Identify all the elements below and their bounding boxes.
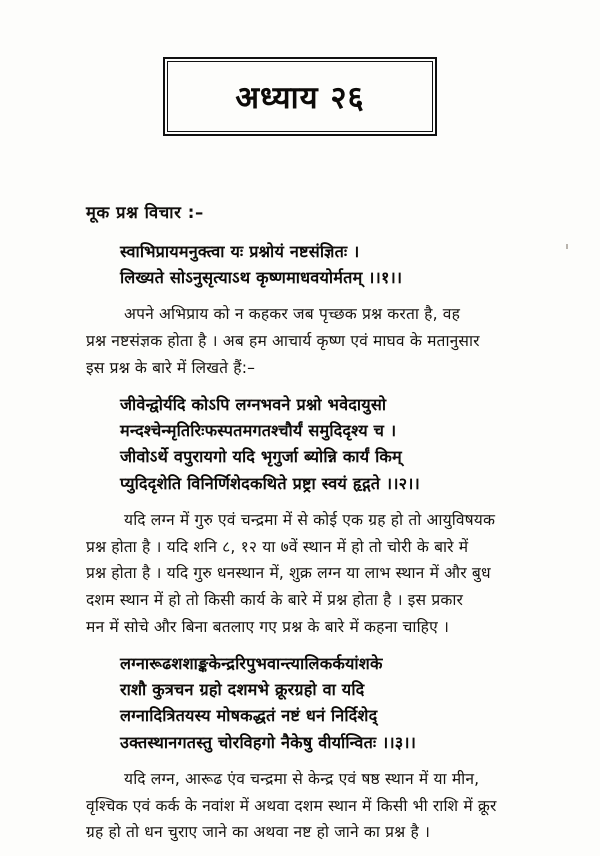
paragraph-line: अपने अभिप्राय को न कहकर जब पृच्छक प्रश्न करता है, वह: [124, 305, 461, 324]
scan-speck: [566, 244, 568, 249]
verse-line: प्युदिदृशेति विनिर्णिशेदकथिते प्रष्ट्रा स्वयं हृद्गते ।।२।।: [120, 473, 420, 493]
chapter-heading-box-inner: [167, 61, 433, 132]
chapter-heading-box: [163, 57, 437, 136]
verse-line: उक्तस्थानगतस्तु चोरविहगो नैकेषु वीर्यान्वितः ।।३।।: [120, 732, 417, 752]
verse-line: लग्नादित्रितयस्य मोषकद्धतं नष्टं धनं निर्दिशेद्: [120, 706, 378, 726]
chapter-title: अध्याय २६: [235, 79, 365, 116]
verse-block-3: [86, 651, 514, 756]
paragraph-line: प्रश्न होता है । यदि शनि ८, १२ या ७वें स्थान में हो तो चोरी के बारे में: [86, 537, 469, 556]
paragraph-line: मन में सोचे और बिना बतलाए गए प्रश्न के बारे में कहना चाहिए ।: [86, 618, 450, 637]
paragraph-line: प्रश्न नष्टसंज्ञक होता है । अब हम आचार्य कृष्ण एवं माघव के मतानुसार: [86, 332, 480, 351]
verse-line: मन्दश्चेन्मृतिरिःफस्पतमगतश्चौर्यं समुदिदृश्य च ।: [120, 421, 397, 441]
paragraph-line: प्रश्न होता है । यदि गुरु धनस्थान में, शुक्र लग्न या लाभ स्थान में और बुध: [86, 564, 491, 583]
verse-line: जीवेन्द्वोर्यदि कोऽपि लग्नभवने प्रश्नो भवेदायुसो: [120, 394, 387, 414]
verse-line: जीवोऽर्थे वपुरायगो यदि भृगुर्जा ब्योन्नि कार्यं किम्: [120, 447, 402, 467]
paragraph-line: वृश्चिक एवं कर्क के नवांश में अथवा दशम स्थान में किसी भी राशि में क्रूर: [86, 796, 497, 815]
paragraph-3: [86, 766, 514, 846]
paragraph-line: दशम स्थान में हो तो किसी कार्य के बारे में प्रश्न होता है । इस प्रकार: [86, 591, 464, 610]
section-heading: मूक प्रश्न विचार :–: [86, 203, 204, 222]
paragraph-line: यदि लग्न में गुरु एवं चन्द्रमा में से कोई एक ग्रह हो तो आयुविषयक: [124, 510, 496, 529]
paragraph-1: [86, 301, 514, 381]
paragraph-2: [86, 507, 514, 641]
paragraph-line: ग्रह हो तो धन चुराए जाने का अथवा नष्ट हो जाने का प्रश्न है ।: [86, 823, 431, 842]
verse-line: राशौ कुत्रचन ग्रहो दशमभे क्रूरग्रहो वा यदि: [120, 680, 365, 700]
body-column: [86, 200, 514, 856]
paragraph-line: यदि लग्न, आरूढ एंव चन्द्रमा से केन्द्र एवं षष्ठ स्थान में या मीन,: [124, 769, 480, 788]
paragraph-line: इस प्रश्न के बारे में लिखते हैं:–: [86, 359, 256, 378]
verse-block-2: [86, 392, 514, 497]
verse-line: स्वाभिप्रायमनुक्त्वा यः प्रश्नोयं नष्टसंज्ञितः ।: [120, 242, 360, 261]
verse-line: लग्नारूढशशाङ्ककेन्द्ररिपुभवान्त्यालिकर्कयांशके: [120, 653, 383, 673]
verse-block-1: [86, 239, 514, 291]
verse-line: लिख्यते सोऽनुसृत्याऽथ कृष्णमाधवयोर्मतम् ।।१।।: [120, 268, 403, 288]
